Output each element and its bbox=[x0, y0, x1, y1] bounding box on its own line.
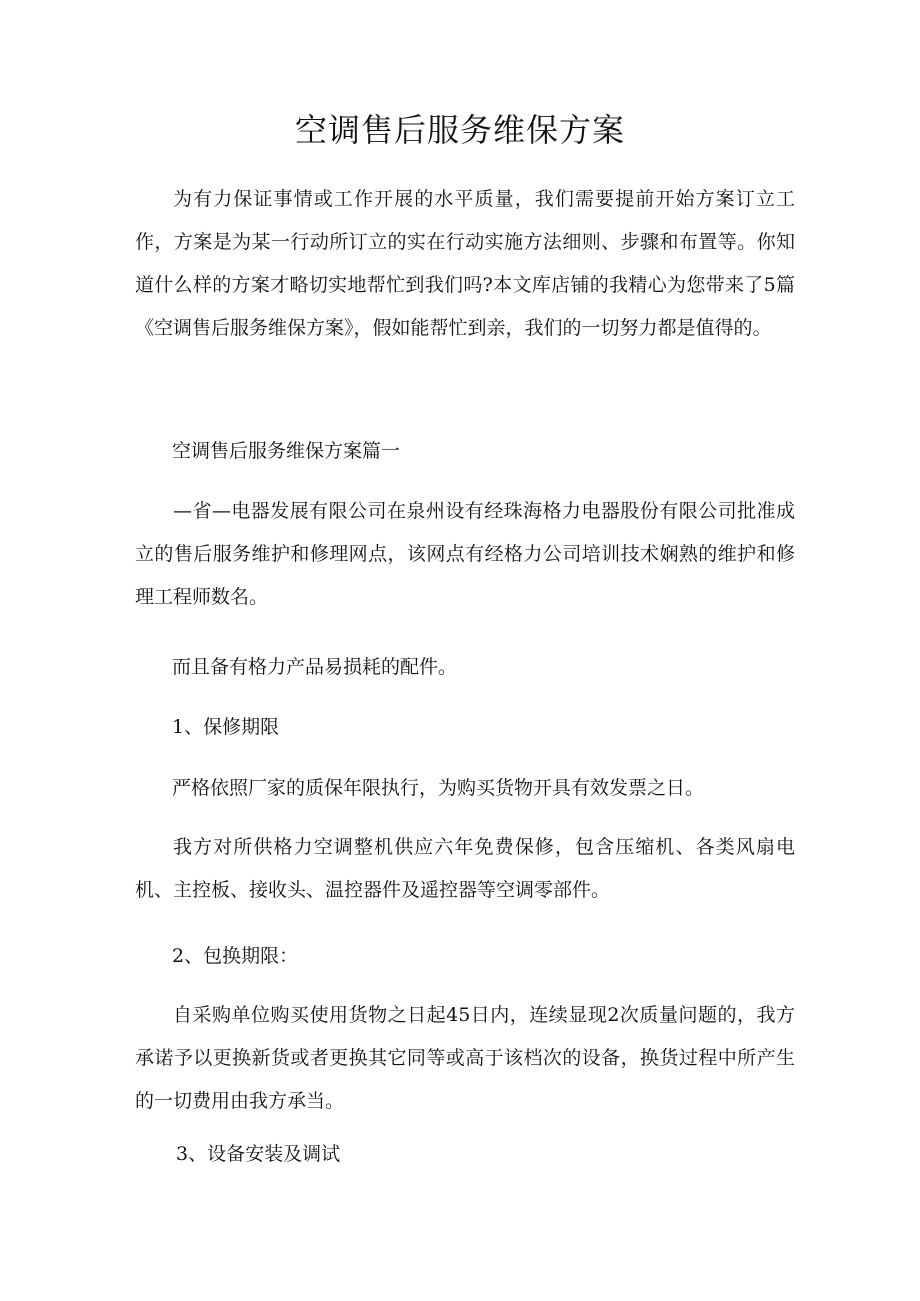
intro-paragraph: 为有力保证事情或工作开展的水平质量，我们需要提前开始方案订立工作，方案是为某一行动所订立的实在行动实施方法细则、步骤和布置等。你知道什么样的方案才略切实地帮忙到我们吗?本文库店铺的我精心为您带来了5篇《空调售后服务维保方案》，假如能帮忙到亲，我们的一切努力都是值得的。 bbox=[135, 188, 795, 339]
item3-heading: 3、设备安装及调试 bbox=[176, 1143, 341, 1165]
item1-paragraph-1: 严格依照厂家的质保年限执行，为购买货物开具有效发票之日。 bbox=[172, 777, 705, 799]
company-paragraph: —省—电器发展有限公司在泉州设有经珠海格力电器股份有限公司批准成立的售后服务维护和修理网点，该网点有经格力公司培训技术娴熟的维护和修理工程师数名。 bbox=[135, 500, 795, 608]
item1-heading: 1、保修期限 bbox=[172, 716, 280, 738]
item1-paragraph-2: 我方对所供格力空调整机供应六年免费保修，包含压缩机、各类风扇电机、主控板、接收头、温控器件及遥控器等空调零部件。 bbox=[135, 836, 795, 901]
item2-paragraph: 自采购单位购买使用货物之日起45日内，连续显现2次质量问题的，我方承诺予以更换新货或者更换其它同等或高于该档次的设备，换货过程中所产生的一切费用由我方承当。 bbox=[135, 1004, 795, 1112]
document-title: 空调售后服务维保方案 bbox=[294, 111, 625, 149]
section-heading: 空调售后服务维保方案篇一 bbox=[172, 440, 401, 462]
item2-heading: 2、包换期限： bbox=[172, 945, 299, 967]
parts-paragraph: 而且备有格力产品易损耗的配件。 bbox=[172, 656, 458, 678]
